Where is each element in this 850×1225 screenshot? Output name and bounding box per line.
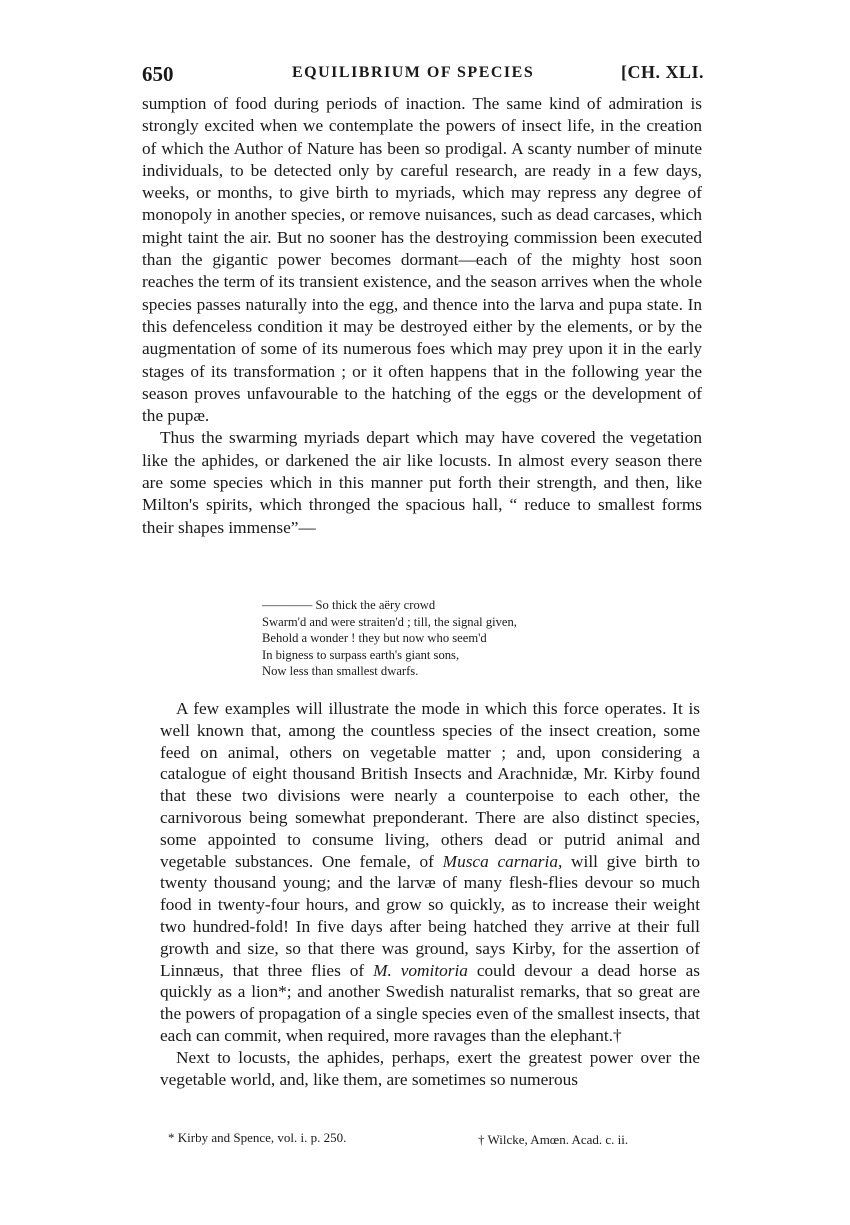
- paragraph-2: Thus the swarming myriads depart which may have covered the vegetation like the aphides, or darkened the air like locusts. In almost every season there are some species which in this manner put forth their strength, and then, like Milton's spirits, which thronged the spacious hall, “ reduce to smallest forms their shapes immense”—: [142, 428, 702, 537]
- footnote-1: * Kirby and Spence, vol. i. p. 250.: [168, 1130, 347, 1145]
- paragraph-3-part-3: could devour a dead horse as quickly as a lion*; and another Swedish naturalist remarks, that so great are the powers of propagation of a single species even of the smallest insects, that each can commit, when required, more ravages than the elephant.†: [160, 960, 700, 1045]
- paragraph-3-part-1: A few examples will illustrate the mode in which this force operates. It is well known that, among the countless species of the insect creation, some feed on animal, others on vegetable matter ; and, upon considering a catalogue of eight thousand British Insects and Arachnidæ, Mr. Kirby found that these two divisions were nearly a counterpoise to each other, the carnivorous being somewhat preponderant. There are also distinct species, some appointed to consume living, others dead or putrid animal and vegetable substances. One female, of: [160, 699, 700, 871]
- footnotes: [168, 1130, 698, 1152]
- quote-line-1: ———— So thick the aëry crowd: [262, 598, 436, 612]
- running-title: EQUILIBRIUM OF SPECIES: [292, 64, 535, 81]
- running-header: [142, 62, 704, 86]
- main-text-upper: [142, 93, 702, 539]
- paragraph-1: sumption of food during periods of inaction. The same kind of admiration is strongly excited when we contemplate the powers of insect life, in the creation of which the Author of Nature has been so prodigal. A scanty number of minute individuals, to be detected only by careful research, are ready in a few days, weeks, or months, to give birth to myriads, which may repress any degree of monopoly in another species, or remove nuisances, such as dead carcases, which might taint the air. But no sooner has the destroying commission been executed than the gigantic power becomes dormant—each of the mighty host soon reaches the term of its transient existence, and the season arrives when the whole species passes naturally into the egg, and thence into the larva and pupa state. In this defenceless condition it may be destroyed either by the elements, or by the augmentation of some of its numerous foes which may prey upon it in the early stages of its transformation ; or it often happens that in the following year the season proves unfavourable to the hatching of the eggs or the development of the pupæ.: [142, 94, 702, 426]
- chapter-marker: [CH. XLI.: [620, 62, 704, 82]
- paragraph-3-part-2: will give birth to twenty thousand young; and the larvæ of many flesh-flies devour so much food in twenty-four hours, and grow so quickly, as to increase their weight two hundred-fold! In five days after being hatched they arrive at their full growth and size, so that there was ground, says Kirby, for the assertion of Linnæus, that three flies of: [160, 851, 700, 980]
- page-number: 650: [142, 62, 174, 86]
- quote-line-2: Swarm'd and were straiten'd ; till, the signal given,: [262, 614, 517, 629]
- footnote-2: † Wilcke, Amœn. Acad. c. ii.: [478, 1132, 629, 1147]
- species-name-musca-carnaria: Musca carnaria,: [442, 851, 563, 871]
- paragraph-4: Next to locusts, the aphides, perhaps, exert the greatest power over the vegetable world, and, like them, are sometimes so numerous: [160, 1047, 700, 1089]
- quote-line-4: In bigness to surpass earth's giant sons,: [262, 647, 460, 662]
- quote-line-3: Behold a wonder ! they but now who seem'd: [262, 631, 487, 646]
- species-name-m-vomitoria: M. vomitoria: [373, 960, 468, 980]
- main-text-lower: [160, 698, 700, 1090]
- quote-line-5: Now less than smallest dwarfs.: [262, 664, 419, 679]
- milton-quotation: [262, 597, 622, 680]
- paragraph-3: [160, 698, 700, 1047]
